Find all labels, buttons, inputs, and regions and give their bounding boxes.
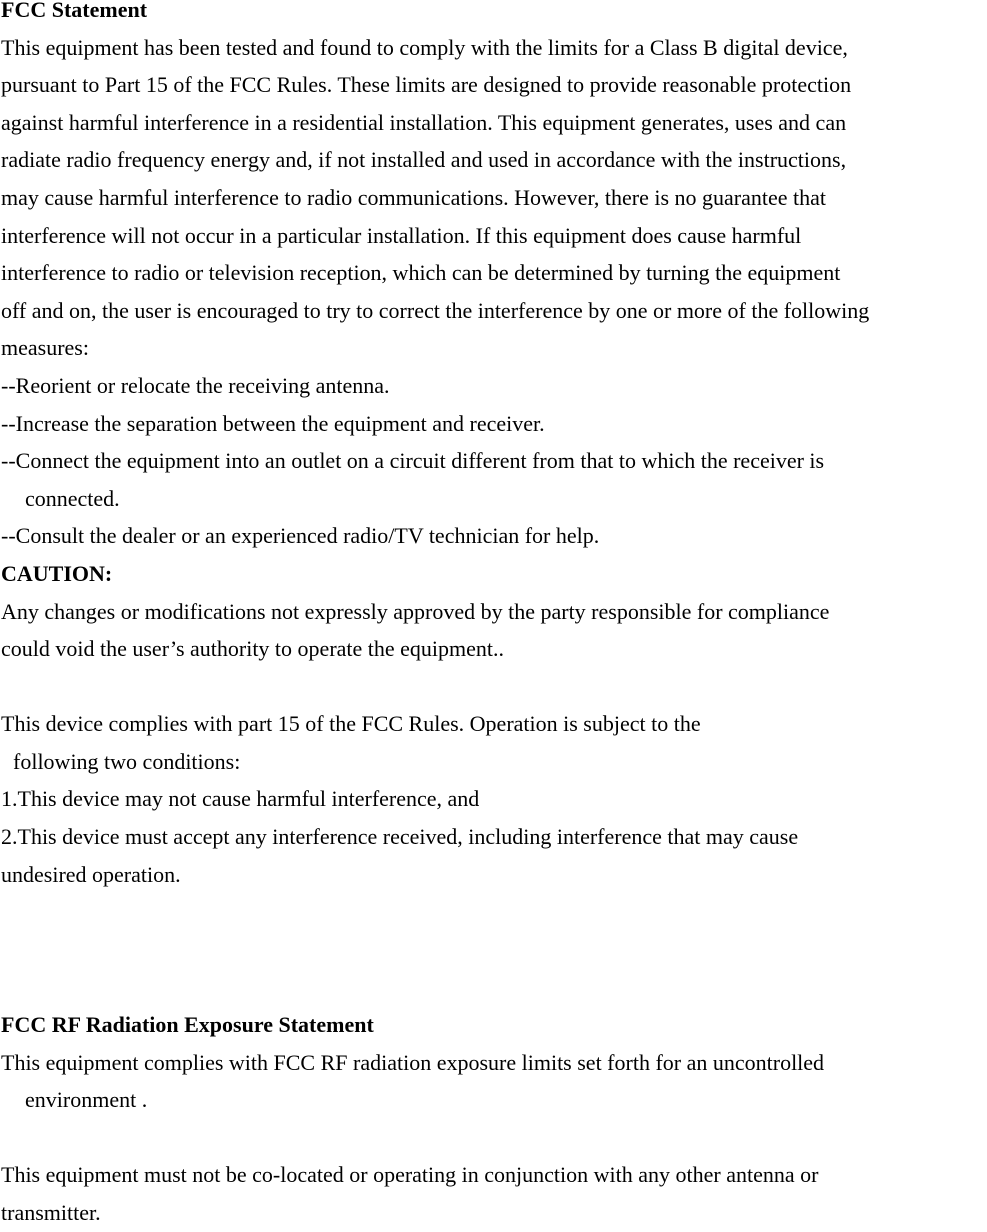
caution-line: could void the user’s authority to operate the equipment.. xyxy=(1,636,505,662)
fcc-statement-line: interference will not occur in a particular installation. If this equipment does cause harmful xyxy=(1,222,802,248)
rf-exposure-line: transmitter. xyxy=(1,1200,101,1225)
spacer xyxy=(1,893,987,931)
fcc-statement-line: radiate radio frequency energy and, if not installed and used in accordance with the instructions, xyxy=(1,147,847,173)
spacer xyxy=(1,668,987,706)
spacer xyxy=(1,968,987,1006)
rf-exposure-heading: FCC RF Radiation Exposure Statement xyxy=(1,1012,374,1038)
caution-heading: CAUTION: xyxy=(1,560,113,586)
part15-line: following two conditions: xyxy=(13,748,241,774)
rf-exposure-line: This equipment must not be co-located or operating in conjunction with any other antenna or xyxy=(1,1162,819,1188)
rf-exposure-line: environment . xyxy=(25,1087,148,1113)
fcc-statement-heading: FCC Statement xyxy=(1,0,148,22)
caution-line: Any changes or modifications not expressly approved by the party responsible for compliance xyxy=(1,598,830,624)
fcc-statement-line: measures: xyxy=(1,335,89,361)
measure-item: --Increase the separation between the equipment and receiver. xyxy=(1,410,545,436)
spacer xyxy=(1,931,987,969)
document-page xyxy=(1,0,987,1232)
part15-line: This device complies with part 15 of the FCC Rules. Operation is subject to the xyxy=(1,711,701,737)
condition-item: 1.This device may not cause harmful interference, and xyxy=(1,786,480,812)
rf-exposure-line: This equipment complies with FCC RF radiation exposure limits set forth for an uncontrolled xyxy=(1,1049,825,1075)
fcc-statement-line: off and on, the user is encouraged to try to correct the interference by one or more of the following xyxy=(1,297,870,323)
condition-item: 2.This device must accept any interference received, including interference that may cause xyxy=(1,824,799,850)
fcc-statement-line: This equipment has been tested and found to comply with the limits for a Class B digital device, xyxy=(1,34,848,60)
spacer xyxy=(1,1119,987,1157)
measure-item: --Connect the equipment into an outlet on a circuit different from that to which the receiver is xyxy=(1,448,825,474)
measure-item: --Reorient or relocate the receiving antenna. xyxy=(1,372,390,398)
fcc-statement-line: interference to radio or television reception, which can be determined by turning the equipment xyxy=(1,260,841,286)
measure-item-continuation: connected. xyxy=(25,485,120,511)
fcc-statement-line: pursuant to Part 15 of the FCC Rules. These limits are designed to provide reasonable protection xyxy=(1,72,852,98)
fcc-statement-line: against harmful interference in a residential installation. This equipment generates, uses and can xyxy=(1,109,847,135)
measure-item: --Consult the dealer or an experienced radio/TV technician for help. xyxy=(1,523,600,549)
fcc-statement-line: may cause harmful interference to radio communications. However, there is no guarantee that xyxy=(1,184,827,210)
condition-item-continuation: undesired operation. xyxy=(1,861,181,887)
